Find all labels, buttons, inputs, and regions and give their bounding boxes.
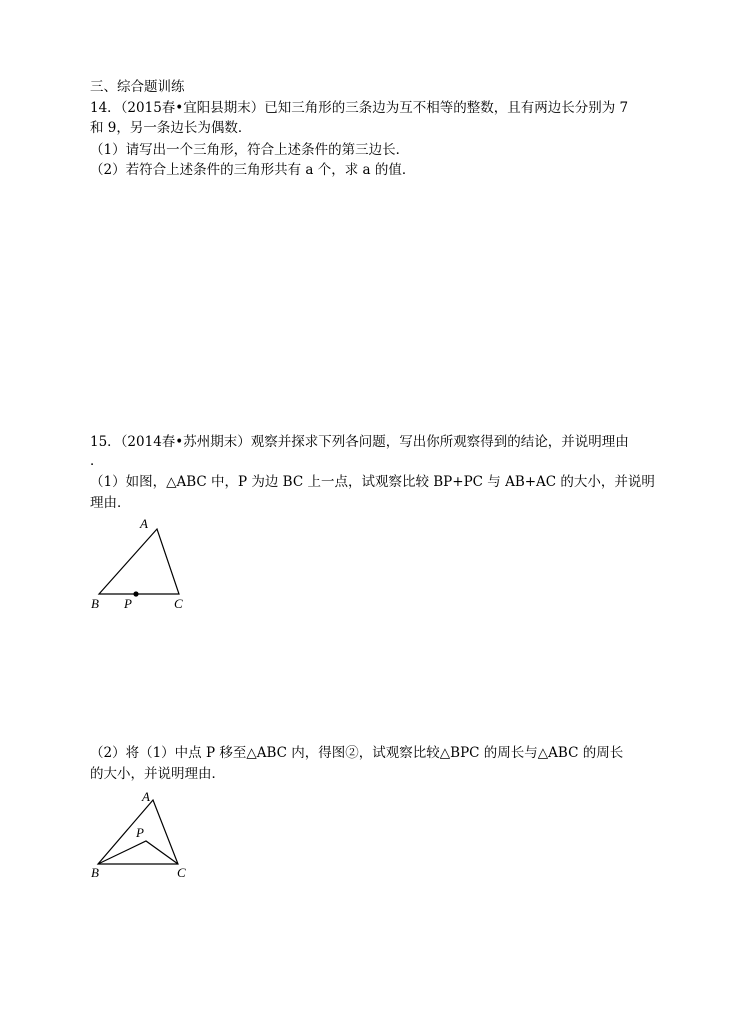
point-p-dot <box>133 591 138 596</box>
problem-14-stem-line-1: 14．（2015春•宜阳县期末）已知三角形的三条边为互不相等的整数，且有两边长分别为 7 <box>90 100 629 116</box>
label-a: A <box>140 516 148 531</box>
figure-1-triangle <box>85 515 195 615</box>
label-c: C <box>174 596 183 611</box>
figure-2-triangle <box>85 785 195 885</box>
triangle-abc <box>99 529 179 594</box>
problem-15-part-1-line-2: 理由． <box>90 495 131 511</box>
problem-14-part-2: （2）若符合上述条件的三角形共有 a 个，求 a 的值． <box>90 162 416 178</box>
problem-15-stem-tail: ． <box>90 453 104 469</box>
problem-15-stem-line-1: 15．（2014春•苏州期末）观察并探求下列各问题，写出你所观察得到的结论，并说明理由 <box>90 434 629 450</box>
label-c: C <box>177 865 186 880</box>
problem-15-part-1-line-1: （1）如图，△ABC 中，P 为边 BC 上一点，试观察比较 BP+PC 与 AB+AC 的大小，并说明 <box>90 474 655 490</box>
label-a: A <box>142 789 150 804</box>
problem-14-part-1: （1）请写出一个三角形，符合上述条件的第三边长． <box>90 142 410 158</box>
label-p: P <box>136 825 144 840</box>
label-p: P <box>124 596 132 611</box>
label-b: B <box>91 865 99 880</box>
label-b: B <box>91 596 99 611</box>
problem-14-stem-line-2: 和 9，另一条边长为偶数． <box>90 120 252 136</box>
problem-15-part-2-line-2: 的大小，并说明理由． <box>90 766 225 782</box>
segments-bp-pc <box>98 841 178 864</box>
problem-15-part-2-line-1: （2）将（1）中点 P 移至△ABC 内，得图②，试观察比较△BPC 的周长与△ABC 的周长 <box>90 745 624 761</box>
section-heading: 三、综合题训练 <box>90 79 185 95</box>
